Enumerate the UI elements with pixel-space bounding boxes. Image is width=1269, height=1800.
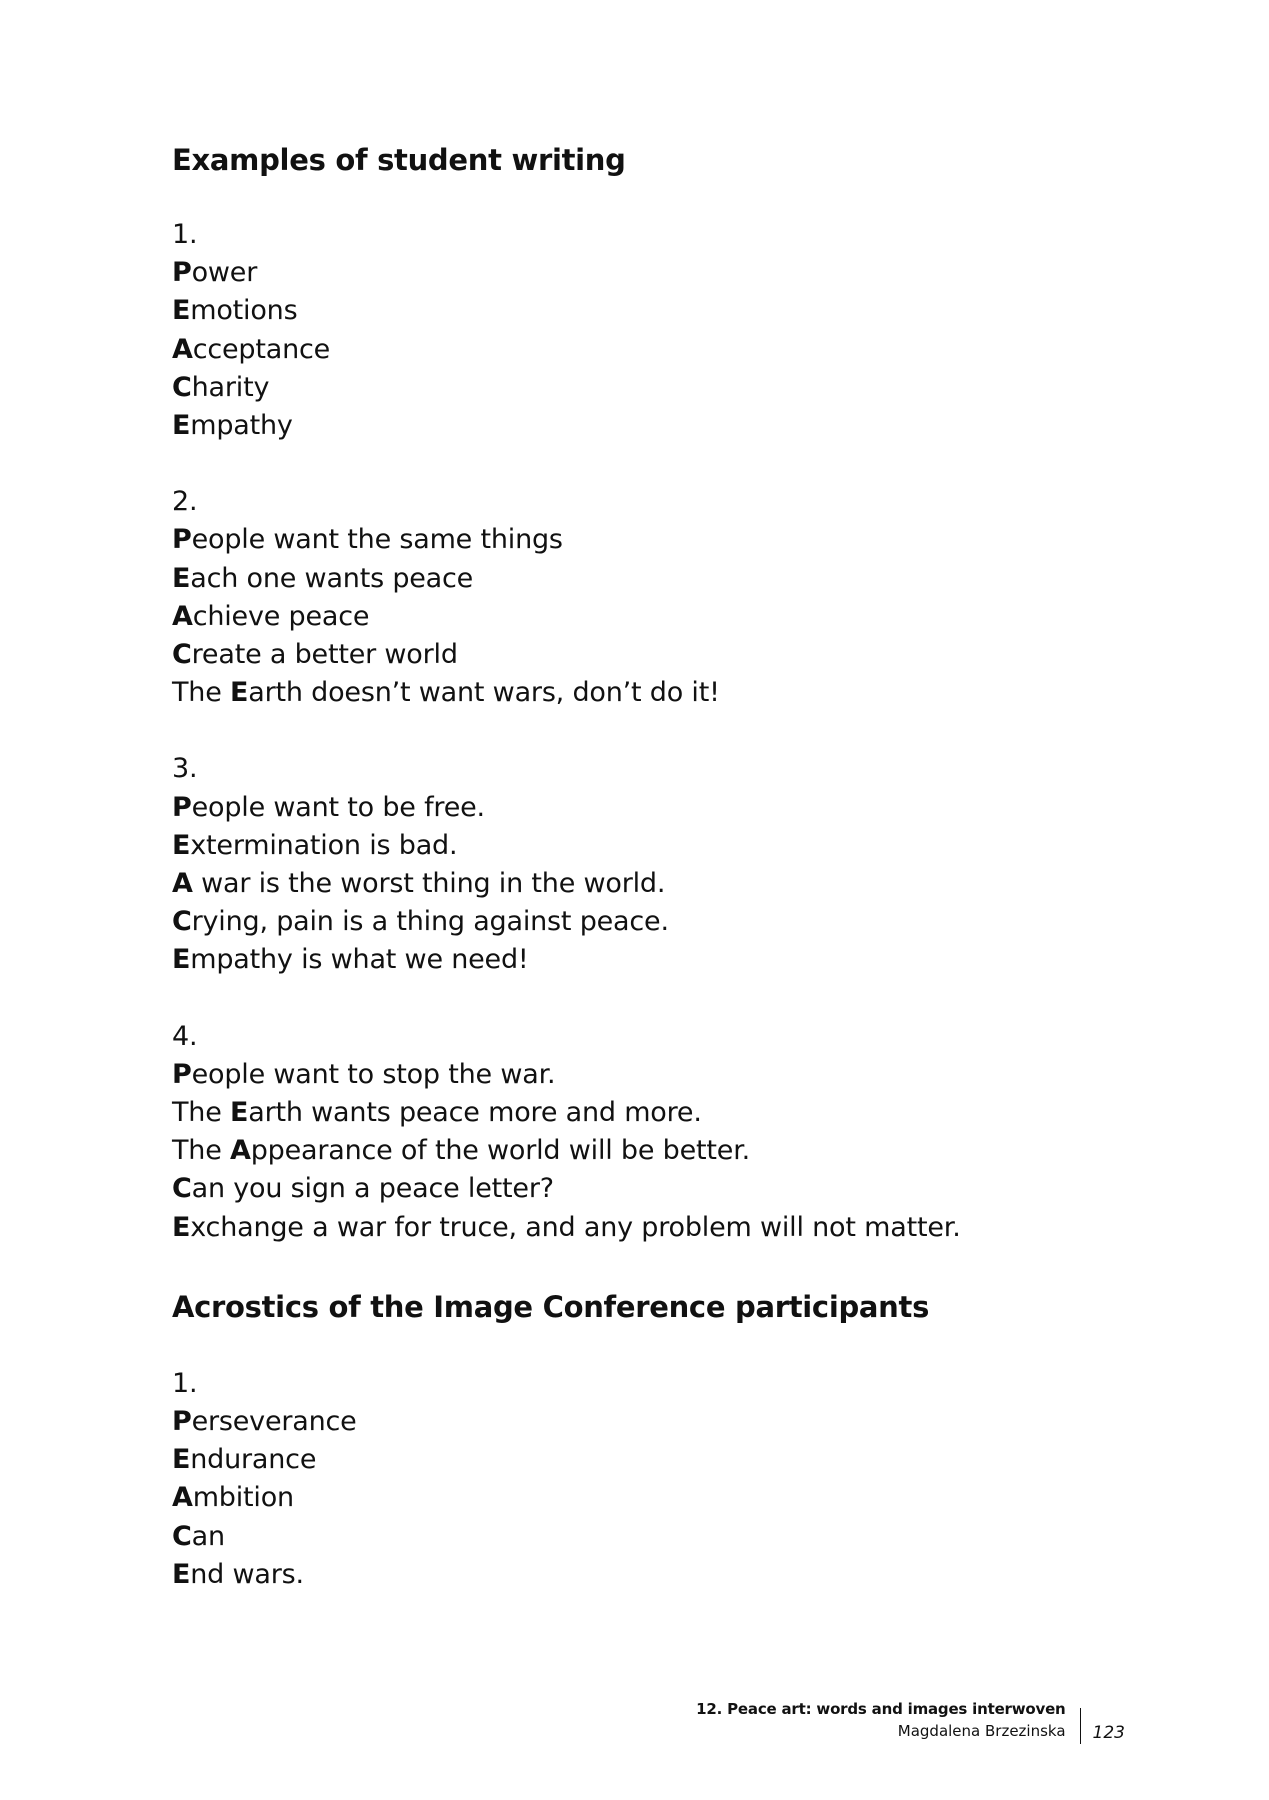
poem-number: 4. <box>172 1020 198 1052</box>
poem-number: 3. <box>172 753 198 785</box>
section-student-writing <box>172 138 1172 1247</box>
poem-line: Achieve peace <box>172 600 370 632</box>
section-heading: Examples of student writing <box>172 143 626 177</box>
poem-line: Extermination is bad. <box>172 829 458 861</box>
poem-line: Empathy is what we need! <box>172 944 529 976</box>
poem-line: Can <box>172 1520 225 1552</box>
poem-line: The Earth wants peace more and more. <box>172 1097 702 1129</box>
poem-line: Perseverance <box>172 1406 357 1438</box>
author-name: Magdalena Brzezinska <box>897 1722 1066 1740</box>
poem-line: Acceptance <box>172 333 331 365</box>
poem-line: Create a better world <box>172 639 458 671</box>
poem-line: The Appearance of the world will be better. <box>172 1135 750 1167</box>
poem-line: Exchange a war for truce, and any problem will not matter. <box>172 1211 961 1243</box>
poem-number: 1. <box>172 1367 198 1399</box>
acrostic-poem <box>172 216 1172 445</box>
footer-text <box>696 1698 1079 1750</box>
poem-line: The Earth doesn’t want wars, don’t do it! <box>172 677 720 709</box>
page-content <box>172 138 1172 1632</box>
section-conference-acrostics <box>172 1285 1172 1594</box>
poem-line: Emotions <box>172 295 298 327</box>
acrostic-poem <box>172 1365 1172 1594</box>
poem-line: Endurance <box>172 1444 317 1476</box>
poem-number: 2. <box>172 486 198 518</box>
poem-line: People want to be free. <box>172 791 485 823</box>
page-number: 123 <box>1092 1723 1125 1743</box>
poem-line: Each one wants peace <box>172 562 474 594</box>
poem-line: Can you sign a peace letter? <box>172 1173 554 1205</box>
poem-line: A war is the worst thing in the world. <box>172 868 666 900</box>
poem-line: Ambition <box>172 1482 294 1514</box>
acrostic-poem <box>172 1018 1172 1247</box>
poem-line: Charity <box>172 371 270 403</box>
page-footer <box>696 1698 1125 1750</box>
poem-number: 1. <box>172 219 198 250</box>
acrostic-poem <box>172 483 1172 712</box>
chapter-title: 12. Peace art: words and images interwoven <box>696 1700 1066 1718</box>
poem-line: End wars. <box>172 1558 304 1590</box>
poem-line: Crying, pain is a thing against peace. <box>172 906 669 938</box>
poem-line: Empathy <box>172 410 293 442</box>
poem-line: Power <box>172 257 258 289</box>
poem-line: People want the same things <box>172 524 563 556</box>
section-heading: Acrostics of the Image Conference participants <box>172 1289 930 1324</box>
acrostic-poem <box>172 750 1172 979</box>
poem-line: People want to stop the war. <box>172 1058 556 1090</box>
